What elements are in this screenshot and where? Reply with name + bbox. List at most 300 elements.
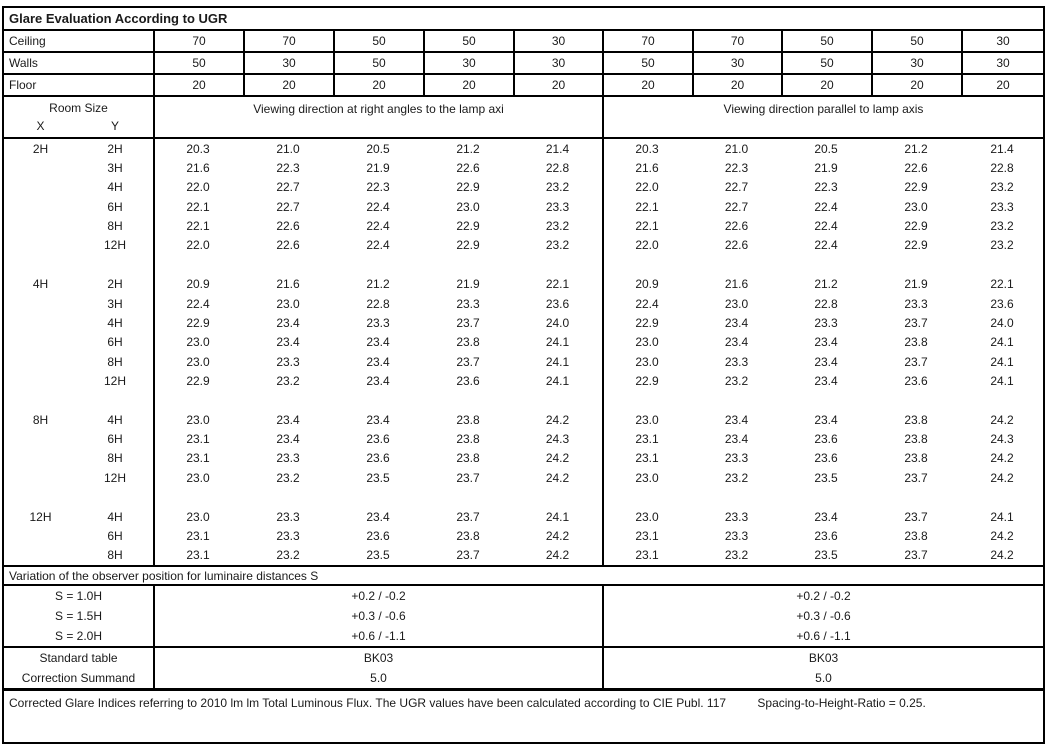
ugr-value: 24.2 — [545, 548, 570, 563]
ugr-value: 23.1 — [635, 432, 659, 447]
ugr-value: 22.1 — [186, 199, 210, 214]
right-viewing-heading: Viewing direction parallel to lamp axis — [602, 97, 1043, 137]
room-x-label — [4, 468, 77, 487]
ugr-value: 22.8 — [545, 161, 570, 176]
reflectance-value: 70 — [692, 31, 781, 51]
reflectance-value: 50 — [781, 31, 871, 51]
xy-labels — [4, 119, 153, 133]
ugr-value: 23.1 — [635, 528, 659, 543]
ugr-value: 24.3 — [545, 432, 570, 447]
room-x-label: 8H — [32, 412, 49, 427]
ugr-value: 23.0 — [635, 335, 659, 350]
ugr-value: 22.8 — [366, 296, 390, 311]
ugr-row — [4, 158, 1043, 177]
reflectance-value: 30 — [513, 53, 602, 73]
ugr-value: 22.4 — [366, 199, 390, 214]
ugr-value: 23.1 — [186, 432, 210, 447]
ugr-row — [4, 449, 1043, 468]
reflectance-value: 50 — [871, 31, 961, 51]
ugr-value: 22.0 — [635, 180, 659, 195]
ugr-value: 20.9 — [186, 277, 210, 292]
ugr-value: 23.7 — [456, 548, 480, 563]
summary-label: Correction Summand — [21, 671, 136, 685]
ugr-value: 21.2 — [456, 141, 480, 156]
reflectance-value: 20 — [153, 75, 243, 95]
ugr-value: 22.6 — [276, 238, 300, 253]
ugr-value: 22.0 — [635, 238, 659, 253]
ugr-value: 22.1 — [545, 277, 570, 292]
footer-note — [4, 691, 1043, 742]
ugr-value: 23.2 — [724, 373, 749, 388]
summary-label: Standard table — [39, 651, 118, 665]
ugr-value: 21.6 — [635, 161, 659, 176]
ugr-value: 23.3 — [276, 528, 300, 543]
ugr-value: 23.4 — [724, 335, 749, 350]
room-y-label: 12H — [103, 373, 126, 388]
ugr-row — [4, 313, 1043, 332]
room-x-label — [4, 371, 77, 390]
ugr-row — [4, 216, 1043, 235]
ugr-value: 23.8 — [456, 412, 480, 427]
ugr-value: 23.0 — [635, 412, 659, 427]
ugr-value: 23.4 — [724, 432, 749, 447]
ugr-value: 23.6 — [456, 373, 480, 388]
ugr-value: 23.4 — [366, 373, 390, 388]
variation-heading-row — [4, 567, 1043, 586]
ugr-value: 23.8 — [904, 528, 928, 543]
ugr-data-section — [4, 139, 1043, 567]
ugr-row — [4, 197, 1043, 216]
s-distance-label: S = 1.5H — [54, 609, 103, 623]
ugr-value: 23.6 — [990, 296, 1014, 311]
variation-heading-text: Variation of the observer position for luminaire distances S — [9, 568, 319, 583]
room-x-label — [4, 526, 77, 545]
summary-value: BK03 — [153, 648, 602, 668]
ugr-sheet — [2, 6, 1045, 744]
ugr-value: 23.3 — [814, 315, 838, 330]
ugr-value: 23.0 — [186, 412, 210, 427]
ugr-value: 22.7 — [724, 199, 749, 214]
room-x-label — [4, 294, 77, 313]
ugr-value: 24.2 — [990, 470, 1014, 485]
ugr-value: 20.3 — [186, 141, 210, 156]
ugr-value: 22.4 — [814, 219, 838, 234]
ugr-value: 22.0 — [186, 238, 210, 253]
ugr-value: 22.9 — [456, 238, 480, 253]
ugr-value: 24.1 — [990, 373, 1014, 388]
room-y-label: 6H — [107, 528, 123, 543]
ugr-value: 24.2 — [545, 470, 570, 485]
reflectance-value: 50 — [781, 53, 871, 73]
s-distance-label: S = 2.0H — [54, 629, 103, 643]
reflectance-value: 30 — [871, 53, 961, 73]
ugr-value: 24.1 — [545, 354, 570, 369]
ugr-value: 22.4 — [635, 296, 659, 311]
ugr-value: 23.0 — [635, 354, 659, 369]
room-y-label: 3H — [107, 161, 123, 176]
ugr-value: 24.1 — [545, 509, 570, 524]
ugr-value: 23.3 — [724, 528, 749, 543]
ugr-value: 22.3 — [724, 161, 749, 176]
room-x-label — [4, 333, 77, 352]
ugr-value: 23.7 — [456, 470, 480, 485]
ugr-value: 22.6 — [276, 219, 300, 234]
ugr-value: 23.6 — [814, 432, 838, 447]
reflectance-value: 70 — [153, 31, 243, 51]
ugr-row — [4, 507, 1043, 526]
room-y-label: 4H — [107, 180, 123, 195]
ugr-value: 20.3 — [635, 141, 659, 156]
left-viewing-heading: Viewing direction at right angles to the lamp axi — [153, 97, 602, 137]
ugr-value: 23.7 — [904, 354, 928, 369]
reflectance-value: 20 — [961, 75, 1043, 95]
room-x-label — [4, 236, 77, 255]
ugr-value: 21.2 — [366, 277, 390, 292]
ugr-value: 23.8 — [456, 528, 480, 543]
ugr-value: 22.3 — [366, 180, 390, 195]
reflectance-value: 50 — [333, 31, 423, 51]
room-x-label: 12H — [29, 509, 52, 524]
room-y-label: 2H — [107, 277, 123, 292]
ugr-value: 23.4 — [366, 335, 390, 350]
reflectance-value: 20 — [781, 75, 871, 95]
ugr-value: 21.9 — [904, 277, 928, 292]
ugr-value: 23.6 — [366, 432, 390, 447]
s-variation-row — [4, 606, 1043, 626]
ugr-value: 24.2 — [990, 548, 1014, 563]
ugr-value: 23.1 — [186, 451, 210, 466]
ugr-value: 21.6 — [186, 161, 210, 176]
ugr-value: 23.4 — [276, 432, 300, 447]
ugr-value: 23.4 — [814, 509, 838, 524]
ugr-value: 23.2 — [276, 373, 300, 388]
ugr-value: 23.4 — [366, 509, 390, 524]
ugr-value: 23.6 — [814, 528, 838, 543]
s-correction-value: +0.6 / -1.1 — [602, 626, 1043, 646]
ugr-value: 23.3 — [724, 451, 749, 466]
ugr-value: 23.0 — [456, 199, 480, 214]
ugr-row — [4, 410, 1043, 429]
ugr-value: 23.2 — [990, 180, 1014, 195]
room-x-label — [4, 197, 77, 216]
ugr-row — [4, 275, 1043, 294]
ugr-value: 22.6 — [724, 238, 749, 253]
ugr-value: 23.3 — [990, 199, 1014, 214]
sheet-title — [4, 8, 1043, 31]
reflectance-value: 20 — [513, 75, 602, 95]
room-y-label: 2H — [107, 141, 123, 156]
ugr-value: 23.7 — [904, 315, 928, 330]
ugr-value: 21.9 — [814, 161, 838, 176]
room-y-label: 8H — [107, 219, 123, 234]
s-variation-row — [4, 626, 1043, 646]
ugr-value: 23.1 — [635, 451, 659, 466]
reflectance-value: 30 — [961, 31, 1043, 51]
ugr-value: 23.7 — [904, 470, 928, 485]
ugr-value: 24.3 — [990, 432, 1014, 447]
s-correction-value: +0.6 / -1.1 — [153, 626, 602, 646]
room-x-label: 4H — [32, 277, 49, 292]
ugr-value: 23.4 — [276, 335, 300, 350]
ugr-row — [4, 371, 1043, 390]
reflectance-value: 20 — [333, 75, 423, 95]
ugr-value: 22.9 — [904, 180, 928, 195]
room-size-header — [4, 97, 153, 137]
ugr-value: 22.9 — [456, 180, 480, 195]
y-axis-label: Y — [110, 119, 119, 133]
ugr-row — [4, 429, 1043, 448]
ugr-value: 21.9 — [456, 277, 480, 292]
ugr-value: 20.5 — [814, 141, 838, 156]
ugr-value: 22.3 — [814, 180, 838, 195]
ugr-value: 24.0 — [545, 315, 570, 330]
ugr-value: 23.4 — [814, 335, 838, 350]
ugr-value: 22.9 — [186, 315, 210, 330]
table-half-divider — [602, 139, 604, 565]
ugr-value: 22.4 — [366, 219, 390, 234]
ugr-value: 23.2 — [545, 219, 570, 234]
ugr-value: 23.8 — [904, 432, 928, 447]
ugr-value: 24.2 — [990, 528, 1014, 543]
room-x-label — [4, 216, 77, 235]
ugr-value: 23.0 — [186, 470, 210, 485]
ugr-value: 23.0 — [635, 470, 659, 485]
reflectance-value: 50 — [602, 53, 692, 73]
ugr-value: 21.2 — [814, 277, 838, 292]
ugr-value: 23.7 — [456, 509, 480, 524]
room-y-label: 4H — [107, 509, 123, 524]
ugr-value: 24.1 — [545, 335, 570, 350]
ugr-value: 24.1 — [990, 354, 1014, 369]
ugr-value: 23.0 — [724, 296, 749, 311]
ugr-value: 23.7 — [904, 509, 928, 524]
reflectance-value: 30 — [243, 53, 333, 73]
ugr-value: 23.5 — [814, 470, 838, 485]
ugr-value: 23.2 — [276, 548, 300, 563]
ugr-value: 22.6 — [904, 161, 928, 176]
ugr-value: 23.6 — [366, 528, 390, 543]
group-spacer-row — [4, 255, 1043, 274]
ugr-row — [4, 526, 1043, 545]
footer-note-text: Corrected Glare Indices referring to 2010 lm lm Total Luminous Flux. The UGR values have been calculated according to CIE Publ. 117 — [9, 696, 727, 710]
ugr-value: 23.6 — [814, 451, 838, 466]
ugr-value: 23.2 — [724, 470, 749, 485]
ugr-value: 23.0 — [635, 509, 659, 524]
ugr-value: 23.3 — [724, 509, 749, 524]
ugr-value: 23.3 — [276, 354, 300, 369]
ugr-value: 24.1 — [545, 373, 570, 388]
ugr-value: 22.7 — [724, 180, 749, 195]
reflectance-value: 30 — [423, 53, 513, 73]
reflectance-value: 30 — [692, 53, 781, 73]
room-y-label: 6H — [107, 199, 123, 214]
ugr-value: 23.0 — [186, 335, 210, 350]
room-x-label — [4, 158, 77, 177]
reflectance-value: 50 — [153, 53, 243, 73]
ugr-value: 23.4 — [814, 412, 838, 427]
ugr-value: 22.9 — [904, 219, 928, 234]
ugr-value: 22.7 — [276, 180, 300, 195]
summary-row — [4, 648, 1043, 668]
ugr-value: 23.0 — [276, 296, 300, 311]
s-variation-block — [4, 586, 1043, 648]
ugr-value: 22.7 — [276, 199, 300, 214]
ugr-value: 23.0 — [904, 199, 928, 214]
ugr-value: 22.1 — [186, 219, 210, 234]
ugr-value: 24.2 — [545, 412, 570, 427]
reflectance-value: 20 — [423, 75, 513, 95]
summary-row — [4, 668, 1043, 688]
room-x-label — [4, 178, 77, 197]
room-y-label: 12H — [103, 238, 126, 253]
ugr-value: 23.7 — [456, 315, 480, 330]
ugr-row — [4, 333, 1043, 352]
s-correction-value: +0.2 / -0.2 — [602, 586, 1043, 606]
room-y-label: 6H — [107, 432, 123, 447]
ugr-value: 23.2 — [990, 219, 1014, 234]
ugr-value: 20.5 — [366, 141, 390, 156]
ugr-value: 23.4 — [724, 315, 749, 330]
ugr-value: 23.3 — [724, 354, 749, 369]
ugr-value: 23.2 — [545, 238, 570, 253]
ugr-value: 22.4 — [814, 199, 838, 214]
ugr-value: 24.1 — [990, 509, 1014, 524]
ugr-value: 23.8 — [904, 335, 928, 350]
reflectance-row-ceiling — [4, 31, 1043, 53]
ugr-value: 23.3 — [366, 315, 390, 330]
s-variation-row — [4, 586, 1043, 606]
room-x-label — [4, 449, 77, 468]
ugr-value: 23.3 — [276, 451, 300, 466]
ugr-value: 23.1 — [186, 528, 210, 543]
ugr-value: 22.1 — [990, 277, 1014, 292]
ugr-value: 24.2 — [990, 412, 1014, 427]
reflectance-value: 20 — [871, 75, 961, 95]
summary-value: 5.0 — [602, 668, 1043, 688]
ugr-row — [4, 352, 1043, 371]
ugr-row — [4, 178, 1043, 197]
ugr-value: 22.4 — [366, 238, 390, 253]
ugr-value: 23.4 — [366, 412, 390, 427]
ugr-value: 23.3 — [904, 296, 928, 311]
ugr-value: 22.1 — [635, 219, 659, 234]
room-x-label — [4, 429, 77, 448]
reflectance-row-label: Walls — [9, 56, 38, 70]
ugr-value: 24.0 — [990, 315, 1014, 330]
ugr-value: 22.1 — [635, 199, 659, 214]
ugr-value: 24.1 — [990, 335, 1014, 350]
ugr-row — [4, 294, 1043, 313]
ugr-value: 23.7 — [456, 354, 480, 369]
room-y-label: 12H — [103, 470, 126, 485]
reflectance-row-floor — [4, 75, 1043, 97]
summary-value: 5.0 — [153, 668, 602, 688]
room-x-label — [4, 546, 77, 565]
ugr-value: 22.6 — [456, 161, 480, 176]
ugr-value: 23.8 — [904, 451, 928, 466]
ugr-value: 21.9 — [366, 161, 390, 176]
room-y-label: 8H — [107, 354, 123, 369]
room-x-label — [4, 313, 77, 332]
ugr-value: 22.9 — [904, 238, 928, 253]
ugr-row — [4, 468, 1043, 487]
reflectance-value: 20 — [692, 75, 781, 95]
reflectance-value: 50 — [423, 31, 513, 51]
ugr-value: 23.2 — [724, 548, 749, 563]
ugr-value: 22.9 — [635, 373, 659, 388]
ugr-value: 23.8 — [456, 432, 480, 447]
room-size-column-divider — [153, 139, 155, 565]
ugr-value: 24.2 — [545, 451, 570, 466]
reflectance-value: 70 — [243, 31, 333, 51]
ugr-value: 23.4 — [276, 412, 300, 427]
room-y-label: 8H — [107, 548, 123, 563]
ugr-value: 22.9 — [186, 373, 210, 388]
ugr-value: 23.8 — [456, 335, 480, 350]
ugr-value: 23.1 — [186, 548, 210, 563]
room-y-label: 6H — [107, 335, 123, 350]
room-x-label — [4, 352, 77, 371]
ugr-value: 22.9 — [635, 315, 659, 330]
sheet-title-text: Glare Evaluation According to UGR — [9, 11, 228, 26]
summary-block — [4, 648, 1043, 691]
ugr-value: 23.2 — [545, 180, 570, 195]
ugr-value: 22.0 — [186, 180, 210, 195]
reflectance-rows — [4, 31, 1043, 97]
ugr-value: 21.0 — [276, 141, 300, 156]
reflectance-row-label: Floor — [9, 78, 37, 92]
ugr-value: 22.8 — [814, 296, 838, 311]
s-correction-value: +0.2 / -0.2 — [153, 586, 602, 606]
ugr-value: 23.4 — [276, 315, 300, 330]
ugr-value: 23.1 — [635, 548, 659, 563]
spacing-ratio-text: Spacing-to-Height-Ratio = 0.25. — [757, 696, 926, 710]
ugr-value: 21.6 — [276, 277, 300, 292]
room-y-label: 4H — [107, 315, 123, 330]
ugr-value: 21.2 — [904, 141, 928, 156]
reflectance-value: 30 — [513, 31, 602, 51]
ugr-value: 23.3 — [276, 509, 300, 524]
room-x-label: 2H — [32, 141, 49, 156]
ugr-value: 23.5 — [814, 548, 838, 563]
s-correction-value: +0.3 / -0.6 — [602, 606, 1043, 626]
ugr-value: 22.8 — [990, 161, 1014, 176]
ugr-value: 21.4 — [990, 141, 1014, 156]
room-size-label: Room Size — [49, 101, 108, 115]
ugr-value: 23.0 — [186, 509, 210, 524]
ugr-row — [4, 546, 1043, 565]
ugr-value: 23.0 — [186, 354, 210, 369]
ugr-row — [4, 139, 1043, 158]
ugr-value: 23.4 — [366, 354, 390, 369]
ugr-value: 22.4 — [186, 296, 210, 311]
summary-value: BK03 — [602, 648, 1043, 668]
ugr-value: 23.8 — [904, 412, 928, 427]
reflectance-value: 30 — [961, 53, 1043, 73]
ugr-value: 21.4 — [545, 141, 570, 156]
ugr-value: 22.3 — [276, 161, 300, 176]
table-header — [4, 97, 1043, 139]
reflectance-value: 20 — [243, 75, 333, 95]
ugr-value: 23.3 — [545, 199, 570, 214]
ugr-value: 21.6 — [724, 277, 749, 292]
reflectance-value: 20 — [602, 75, 692, 95]
ugr-value: 23.5 — [366, 470, 390, 485]
ugr-value: 23.3 — [456, 296, 480, 311]
ugr-value: 23.8 — [456, 451, 480, 466]
reflectance-value: 50 — [333, 53, 423, 73]
ugr-value: 23.2 — [990, 238, 1014, 253]
